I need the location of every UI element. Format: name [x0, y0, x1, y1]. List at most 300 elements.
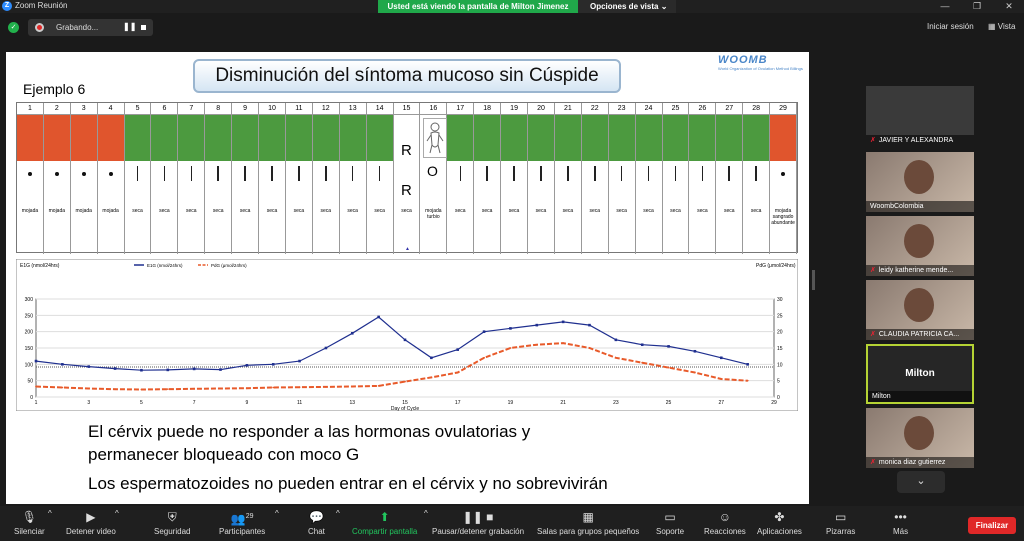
data-point	[589, 347, 591, 349]
data-point	[351, 332, 354, 335]
participant-name-bar	[866, 457, 974, 468]
day-number: 12	[313, 103, 340, 115]
mucus-mark-cell	[743, 161, 770, 205]
participant-name: JAVIER Y ALEXANDRA	[878, 137, 954, 144]
window-title: Zoom Reunión	[15, 1, 68, 10]
mucus-mark-cell	[17, 161, 44, 205]
x-tick-label: 11	[296, 400, 303, 406]
more-dots-icon: •••	[894, 510, 907, 524]
support-icon: ▭	[664, 510, 676, 524]
mucus-mark-cell	[663, 161, 690, 205]
day-number: 3	[71, 103, 98, 115]
gallery-next-button[interactable]: ⌄	[897, 471, 945, 493]
mucus-description: mojada turbio	[420, 205, 447, 254]
participant-tile[interactable]	[866, 152, 974, 212]
day-color-cell	[609, 115, 636, 161]
mucus-description: seca	[501, 205, 528, 254]
day-color-cell	[636, 115, 663, 161]
mucus-description: seca	[555, 205, 582, 254]
data-point	[694, 350, 697, 353]
stroke-mark	[244, 166, 246, 181]
day-number: 10	[259, 103, 286, 115]
mucus-description: seca	[367, 205, 394, 254]
meeting-toolbar	[0, 506, 1024, 541]
data-point	[430, 377, 432, 379]
stroke-mark	[513, 166, 515, 181]
muted-mic-icon: ✗	[870, 331, 876, 338]
data-point	[536, 344, 538, 346]
support-button[interactable]	[656, 509, 684, 536]
legend-label-e1g: E1G (nmol/24hrs)	[147, 263, 183, 268]
stop-recording-icon[interactable]	[141, 25, 146, 30]
day-color-cell	[98, 115, 125, 161]
mucus-description: mojada	[98, 205, 125, 254]
day-number: 18	[474, 103, 501, 115]
mucus-description: mojada	[44, 205, 71, 254]
mucus-mark-cell	[367, 161, 394, 205]
mucus-mark-cell	[770, 161, 797, 205]
slide-text-line-2: permanecer bloqueado con moco G	[88, 445, 360, 464]
stroke-mark	[137, 166, 139, 181]
day-color-cell	[232, 115, 259, 161]
participant-face	[904, 416, 934, 450]
mucus-description: seca	[716, 205, 743, 254]
day-number: 29	[770, 103, 797, 115]
mucus-description: seca	[528, 205, 555, 254]
mucus-mark-cell	[636, 161, 663, 205]
day-number: 24	[636, 103, 663, 115]
participant-tile[interactable]	[866, 344, 974, 404]
recording-indicator	[28, 19, 153, 36]
data-point	[615, 339, 618, 342]
y-tick-label-right: 15	[777, 346, 783, 352]
data-point	[167, 388, 169, 390]
data-point	[562, 342, 564, 344]
mucus-mark-cell	[178, 161, 205, 205]
day-number: 4	[98, 103, 125, 115]
data-point	[272, 387, 274, 389]
view-button[interactable]	[988, 22, 1015, 31]
day-number: 27	[716, 103, 743, 115]
mucus-description: seca	[232, 205, 259, 254]
participant-name: CLAUDIA PATRICIA CA...	[878, 331, 960, 338]
x-tick-label: 21	[560, 400, 566, 406]
data-point	[35, 360, 38, 363]
participant-tile[interactable]	[866, 408, 974, 468]
stroke-mark	[486, 166, 488, 181]
data-point	[114, 367, 117, 370]
data-point	[404, 339, 407, 342]
whiteboards-label: Pizarras	[826, 527, 856, 536]
participant-face	[904, 160, 934, 194]
day-number: 20	[528, 103, 555, 115]
slide-title: Disminución del síntoma mucoso sin Cúspide	[193, 59, 621, 93]
muted-mic-icon: ✗	[870, 137, 876, 144]
x-tick-label: 23	[613, 400, 619, 406]
legend-label-pdg: PdG (μmol/24hrs)	[211, 263, 247, 268]
x-tick-label: 17	[454, 400, 461, 406]
day-color-cell	[501, 115, 528, 161]
participant-name-bar	[866, 201, 974, 212]
chart-frame	[16, 259, 798, 411]
day-color-cell	[689, 115, 716, 161]
small-triangle-icon: ▲	[405, 246, 410, 252]
mucus-mark-cell	[555, 161, 582, 205]
mute-options-chevron-icon[interactable]: ^	[48, 509, 52, 518]
slide-text-block	[88, 420, 788, 466]
sign-in-button[interactable]: Iniciar sesión	[927, 22, 974, 31]
day-number: 21	[555, 103, 582, 115]
day-number: 13	[340, 103, 367, 115]
dot-mark	[82, 172, 86, 176]
mucus-mark-cell	[528, 161, 555, 205]
day-color-cell	[555, 115, 582, 161]
pause-recording-button[interactable]	[432, 509, 524, 536]
y-tick-label-left: 50	[27, 378, 33, 385]
dot-mark	[28, 172, 32, 176]
share-screen-label: Compartir pantalla	[352, 527, 418, 536]
support-label: Soporte	[656, 527, 685, 536]
data-point	[193, 368, 196, 371]
data-point	[641, 343, 644, 346]
stroke-mark	[325, 166, 327, 181]
pause-recording-label: Pausar/detener grabación	[432, 527, 525, 536]
day-color-cell	[178, 115, 205, 161]
data-point	[456, 348, 459, 351]
dot-mark	[109, 172, 113, 176]
data-point	[457, 372, 459, 374]
logo-subtitle: World Organization of Ovulation Method Billings	[718, 66, 803, 71]
participants-label: Participantes	[219, 527, 266, 536]
maximize-button[interactable]: ❐	[972, 1, 982, 11]
day-number: 16	[420, 103, 447, 115]
data-point	[299, 386, 301, 388]
more-label: Más	[893, 527, 909, 536]
pause-recording-icon[interactable]: ❚❚	[123, 22, 137, 31]
stroke-mark	[217, 166, 219, 181]
participants-options-chevron-icon[interactable]: ^	[275, 509, 279, 518]
x-tick-label: 15	[402, 400, 408, 406]
data-point	[667, 345, 670, 348]
x-axis-label: Day of Cycle	[390, 406, 420, 411]
day-color-cell	[743, 115, 770, 161]
day-number: 23	[609, 103, 636, 115]
y-tick-label-left: 0	[30, 395, 33, 401]
y-tick-label-right: 5	[777, 378, 780, 385]
data-point	[325, 386, 327, 388]
day-number: 5	[125, 103, 152, 115]
day-color-cell	[582, 115, 609, 161]
participant-name: Milton	[872, 393, 891, 400]
x-tick-label: 1	[34, 400, 38, 406]
mucus-mark-cell	[689, 161, 716, 205]
participant-tile[interactable]	[866, 216, 974, 276]
reactions-button[interactable]	[704, 509, 746, 536]
mucus-mark-cell	[125, 161, 152, 205]
x-tick-label: 27	[718, 400, 725, 406]
participant-name-bar	[868, 391, 972, 402]
stroke-mark	[271, 166, 273, 181]
data-point	[87, 365, 90, 368]
share-screen-icon: ⬆	[379, 510, 390, 524]
y-tick-label-right: 25	[777, 313, 783, 320]
mucus-description: seca	[663, 205, 690, 254]
participant-face	[904, 224, 934, 258]
mucus-description: seca	[340, 205, 367, 254]
day-number: 2	[44, 103, 71, 115]
chat-options-chevron-icon[interactable]: ^	[336, 509, 340, 518]
participant-center-name: Milton	[905, 368, 935, 379]
dot-mark	[781, 172, 785, 176]
participant-face	[904, 288, 934, 322]
y-tick-label-left: 250	[24, 313, 33, 320]
mucus-mark-cell	[474, 161, 501, 205]
data-point	[720, 357, 723, 360]
mucus-mark-cell	[205, 161, 232, 205]
panel-resize-handle[interactable]	[812, 270, 815, 290]
mucus-description: seca	[125, 205, 152, 254]
mucus-mark-cell	[44, 161, 71, 205]
mucus-mark-cell	[582, 161, 609, 205]
data-point	[325, 347, 328, 350]
view-options-button[interactable]	[578, 0, 676, 13]
mucus-description: mojada	[71, 205, 98, 254]
stroke-mark	[621, 166, 623, 181]
participant-name-bar	[866, 329, 974, 340]
data-point	[298, 360, 301, 363]
participant-name: leidy katherine mende...	[878, 267, 954, 274]
record-icon	[35, 23, 44, 32]
stroke-mark	[352, 166, 354, 181]
hormone-chart	[16, 259, 798, 411]
video-camera-icon: ▶	[86, 510, 96, 524]
mucus-mark-cell	[313, 161, 340, 205]
meeting-top-bar	[0, 14, 1024, 42]
x-tick-label: 5	[140, 400, 143, 406]
data-point	[220, 388, 222, 390]
day-color-cell	[528, 115, 555, 161]
y-axis-label-right: PdG (μmol/24hrs)	[756, 263, 796, 269]
day-color-cell	[663, 115, 690, 161]
whiteboard-icon: ▭	[835, 510, 847, 524]
data-point	[272, 363, 275, 366]
data-point	[114, 388, 116, 390]
mucus-description: seca	[474, 205, 501, 254]
data-point	[510, 347, 512, 349]
stroke-mark	[164, 166, 166, 181]
mucus-mark-cell	[716, 161, 743, 205]
video-options-chevron-icon[interactable]: ^	[115, 509, 119, 518]
apps-label: Aplicaciones	[757, 527, 802, 536]
example-label: Ejemplo 6	[23, 81, 86, 97]
minimize-button[interactable]: —	[940, 1, 950, 11]
security-button[interactable]	[154, 509, 190, 536]
stop-video-button[interactable]	[66, 509, 116, 536]
stroke-mark	[594, 166, 596, 181]
x-tick-label: 13	[349, 400, 356, 406]
recording-label: Grabando...	[56, 23, 99, 32]
woomb-logo	[718, 54, 803, 80]
chat-button[interactable]	[308, 509, 325, 536]
security-label: Seguridad	[154, 527, 191, 536]
mucus-description: seca	[447, 205, 474, 254]
mucus-mark-cell	[259, 161, 286, 205]
data-point	[588, 324, 591, 327]
data-point	[377, 316, 380, 319]
participants-button[interactable]	[219, 509, 265, 536]
slide-text-line-1: El cérvix puede no responder a las hormonas ovulatorias y	[88, 422, 531, 441]
y-tick-label-left: 150	[24, 346, 33, 352]
data-point	[694, 372, 696, 374]
data-point	[720, 378, 722, 380]
stroke-mark	[675, 166, 677, 181]
data-point	[668, 367, 670, 369]
y-tick-label-left: 300	[24, 297, 33, 303]
more-button[interactable]	[893, 509, 908, 536]
mucus-description: seca	[394, 205, 421, 254]
day-number: 22	[582, 103, 609, 115]
mucus-description: seca	[286, 205, 313, 254]
data-point	[246, 387, 248, 389]
share-options-chevron-icon[interactable]: ^	[424, 509, 428, 518]
participant-name: monica diaz gutierrez	[878, 459, 946, 466]
day-number: 19	[501, 103, 528, 115]
reactions-label: Reacciones	[704, 527, 746, 536]
stroke-mark	[460, 166, 462, 181]
stroke-mark	[648, 166, 650, 181]
chat-label: Chat	[308, 527, 325, 536]
mucus-description: seca	[689, 205, 716, 254]
slide-text-line-3: Los espermatozoides no pueden entrar en el cérvix y no sobrevivirán	[88, 474, 608, 493]
participant-name-bar	[866, 265, 974, 276]
stroke-mark	[298, 166, 300, 181]
baby-icon	[423, 118, 447, 158]
day-color-cell	[447, 115, 474, 161]
chevron-down-icon: ⌄	[660, 2, 668, 11]
participant-count: 29	[245, 513, 254, 520]
stroke-mark	[379, 166, 381, 181]
apps-button[interactable]	[757, 509, 802, 536]
mute-button[interactable]	[14, 509, 45, 536]
stroke-mark	[540, 166, 542, 181]
day-number: 26	[689, 103, 716, 115]
close-button[interactable]: ✕	[1005, 1, 1013, 11]
stroke-mark	[191, 166, 193, 181]
mucus-description: seca	[259, 205, 286, 254]
data-point	[430, 357, 433, 360]
pause-stop-icon: ❚❚ ■	[462, 510, 494, 524]
mucus-description: seca	[178, 205, 205, 254]
data-point	[193, 388, 195, 390]
y-tick-label-right: 0	[777, 395, 780, 401]
day-color-cell	[151, 115, 178, 161]
day-color-cell	[367, 115, 394, 161]
security-shield-icon: ⛨	[167, 510, 177, 524]
stroke-mark	[567, 166, 569, 181]
y-tick-label-right: 30	[777, 297, 783, 303]
shield-icon[interactable]: ✓	[8, 22, 19, 33]
day-number: 1	[17, 103, 44, 115]
day-color-cell	[17, 115, 44, 161]
mucus-mark-cell	[501, 161, 528, 205]
muted-mic-icon: ✗	[870, 459, 876, 466]
day-number: 8	[205, 103, 232, 115]
day-color-cell	[313, 115, 340, 161]
day-color-cell	[474, 115, 501, 161]
r-marker-bottom: R	[401, 182, 412, 199]
share-screen-button[interactable]	[352, 509, 417, 536]
data-point	[641, 362, 643, 364]
day-number: 11	[286, 103, 313, 115]
day-color-cell	[716, 115, 743, 161]
breakout-rooms-icon: ▦	[582, 510, 594, 524]
day-number: 25	[663, 103, 690, 115]
data-point	[509, 327, 512, 330]
participants-icon: 👥$^{29}$	[230, 512, 254, 526]
mucus-description: mojada sangrado abundante	[770, 205, 797, 254]
share-banner: Usted está viendo la pantalla de Milton Jimenez	[378, 0, 578, 13]
y-axis-label-left: E1G (nmol/24hrs)	[20, 263, 60, 269]
day-color-cell	[125, 115, 152, 161]
view-label: Vista	[997, 22, 1016, 31]
data-point	[535, 324, 538, 327]
data-point	[140, 369, 143, 372]
shared-screen	[6, 52, 809, 504]
day-color-cell	[770, 115, 797, 161]
data-point	[166, 369, 169, 372]
data-point	[615, 357, 617, 359]
dot-mark	[55, 172, 59, 176]
participant-tile[interactable]	[866, 280, 974, 340]
breakout-rooms-label: Salas para grupos pequeños	[537, 527, 640, 536]
mucus-description: seca	[205, 205, 232, 254]
reactions-icon: ☺	[718, 510, 732, 524]
participant-tile[interactable]	[866, 86, 974, 146]
apps-icon: ✤	[774, 510, 785, 524]
mucus-description: seca	[151, 205, 178, 254]
mucus-mark-cell	[98, 161, 125, 205]
day-number: 9	[232, 103, 259, 115]
day-color-cell	[259, 115, 286, 161]
end-meeting-button[interactable]: Finalizar	[968, 517, 1016, 534]
logo-text: WOOMB	[718, 54, 768, 66]
data-point	[483, 330, 486, 333]
data-point	[61, 387, 63, 389]
mucus-description: seca	[743, 205, 770, 254]
data-point	[246, 364, 249, 367]
data-point	[141, 389, 143, 391]
microphone-icon: 🎙	[21, 510, 37, 524]
data-point	[35, 386, 37, 388]
stroke-mark	[728, 166, 730, 181]
chat-icon: 💬	[308, 510, 324, 524]
x-tick-label: 19	[507, 400, 514, 406]
day-color-cell	[340, 115, 367, 161]
mute-label: Silenciar	[14, 527, 45, 536]
mucus-mark-cell	[447, 161, 474, 205]
x-tick-label: 25	[665, 400, 672, 406]
day-color-cell	[71, 115, 98, 161]
breakout-rooms-button[interactable]	[537, 509, 639, 536]
data-point	[378, 385, 380, 387]
view-options-label: Opciones de vista	[590, 2, 659, 11]
zoom-logo-icon: Z	[2, 1, 12, 11]
y-tick-label-right: 10	[777, 362, 783, 369]
whiteboards-button[interactable]	[826, 509, 855, 536]
day-number: 17	[447, 103, 474, 115]
o-marker: O	[427, 163, 438, 179]
stroke-mark	[702, 166, 704, 181]
